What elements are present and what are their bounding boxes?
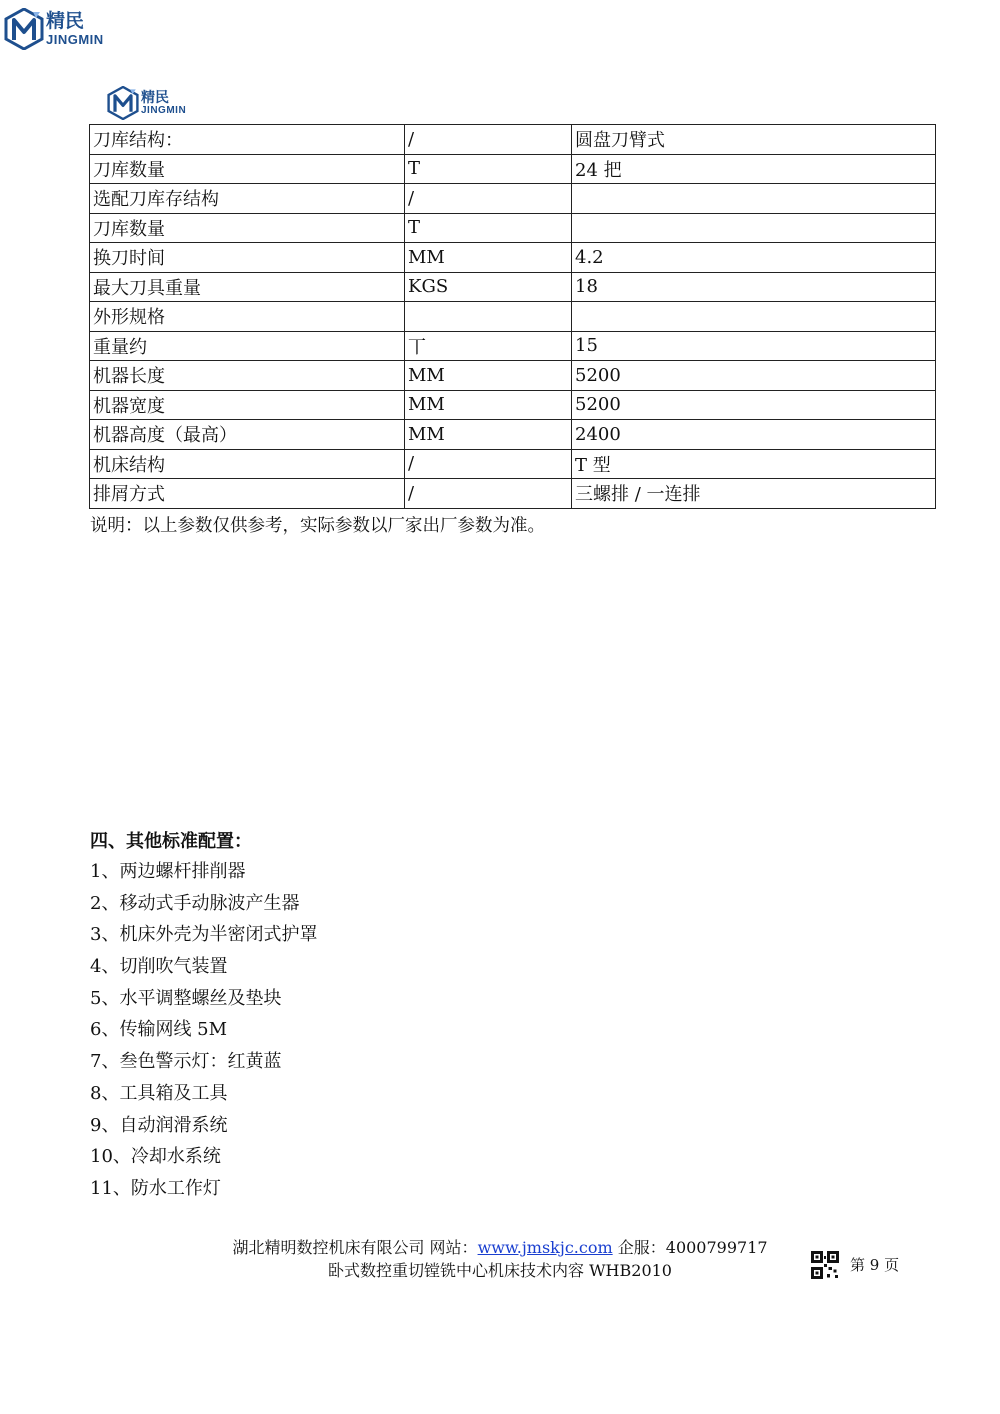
param-name: 换刀时间: [90, 243, 405, 273]
table-row: [90, 361, 936, 391]
brand-name-en: JINGMIN: [46, 32, 104, 47]
document-logo: [107, 86, 186, 120]
param-value: 4.2: [572, 243, 936, 273]
param-unit: T: [405, 213, 572, 243]
param-unit: MM: [405, 420, 572, 450]
config-list: [90, 858, 317, 1207]
table-row: [90, 154, 936, 184]
table-row: [90, 184, 936, 214]
param-name: 刀库结构：: [90, 125, 405, 155]
list-item: 3、机床外壳为半密闭式护罩: [90, 924, 318, 946]
param-name: 机器长度: [90, 361, 405, 391]
param-value: [572, 302, 936, 332]
param-value: 5200: [572, 390, 936, 420]
param-value: T 型: [572, 449, 936, 479]
jingmin-logo-icon: [4, 8, 44, 50]
list-item: 1、两边螺杆排削器: [90, 861, 246, 882]
table-row: [90, 331, 936, 361]
list-item: 8、工具箱及工具: [90, 1082, 228, 1104]
footer-line-1: [180, 1236, 820, 1259]
param-value: 15: [572, 331, 936, 361]
list-item: 6、传输网线 5M: [90, 1019, 228, 1041]
param-name: 选配刀库存结构: [90, 184, 405, 214]
brand-name-en: JINGMIN: [141, 104, 187, 116]
list-item: 10、冷却水系统: [90, 1146, 221, 1168]
param-unit: MM: [405, 361, 572, 391]
param-value: [572, 213, 936, 243]
param-unit: /: [405, 184, 572, 214]
param-name: 排屑方式: [90, 479, 405, 509]
doc-title: 卧式数控重切镗铣中心机床技术内容 WHB2010: [328, 1261, 672, 1280]
param-unit: MM: [405, 390, 572, 420]
service-label: 企服：: [617, 1238, 666, 1257]
table-row: [90, 272, 936, 302]
brand-name-cn: 精民: [141, 89, 169, 106]
service-phone: 4000799717: [665, 1238, 768, 1257]
param-name: 刀库数量: [90, 213, 405, 243]
table-note: 说明：以上参数仅供参考，实际参数以厂家出厂参数为准。: [90, 516, 545, 536]
site-label: 网站：: [429, 1238, 478, 1257]
list-item: 5、水平调整螺丝及垫块: [90, 987, 282, 1009]
list-item: 9、自动润滑系统: [90, 1114, 228, 1136]
list-item: 4、切削吹气装置: [90, 956, 228, 978]
list-item: 11、防水工作灯: [90, 1177, 221, 1199]
param-name: 刀库数量: [90, 154, 405, 184]
param-unit: KGS: [405, 272, 572, 302]
table-row: [90, 420, 936, 450]
table-row: [90, 213, 936, 243]
param-name: 重量约: [90, 331, 405, 361]
spec-table: [89, 124, 936, 509]
param-unit: /: [405, 479, 572, 509]
jingmin-logo-icon: [107, 86, 139, 120]
website-link[interactable]: www.jmskjc.com: [477, 1238, 613, 1257]
qr-code-icon: [811, 1251, 839, 1279]
param-value: 2400: [572, 420, 936, 450]
table-row: [90, 243, 936, 273]
company-name: 湖北精明数控机床有限公司: [232, 1238, 425, 1257]
param-unit: /: [405, 125, 572, 155]
param-name: 机床结构: [90, 449, 405, 479]
table-row: [90, 449, 936, 479]
param-name: 机器高度（最高）: [90, 420, 405, 450]
param-unit: /: [405, 449, 572, 479]
header-logo: [4, 8, 104, 50]
param-value: 18: [572, 272, 936, 302]
param-name: 外形规格: [90, 302, 405, 332]
list-item: 2、移动式手动脉波产生器: [90, 892, 300, 914]
param-value: 5200: [572, 361, 936, 391]
brand-name-cn: 精民: [46, 10, 85, 32]
param-value: [572, 184, 936, 214]
param-name: 机器宽度: [90, 390, 405, 420]
page-number: 第 9 页: [850, 1256, 900, 1274]
page-footer: [180, 1236, 820, 1282]
table-row: [90, 302, 936, 332]
list-item: 7、叁色警示灯：红黄蓝: [90, 1051, 282, 1073]
param-value: 24 把: [572, 154, 936, 184]
param-value: 三螺排 / 一连排: [572, 479, 936, 509]
param-unit: 丅: [405, 331, 572, 361]
param-unit: [405, 302, 572, 332]
param-value: 圆盘刀臂式: [572, 125, 936, 155]
table-row: [90, 390, 936, 420]
table-row: [90, 479, 936, 509]
table-row: [90, 125, 936, 155]
param-name: 最大刀具重量: [90, 272, 405, 302]
param-unit: MM: [405, 243, 572, 273]
param-unit: T: [405, 154, 572, 184]
section-title: 四、其他标准配置：: [90, 831, 252, 852]
